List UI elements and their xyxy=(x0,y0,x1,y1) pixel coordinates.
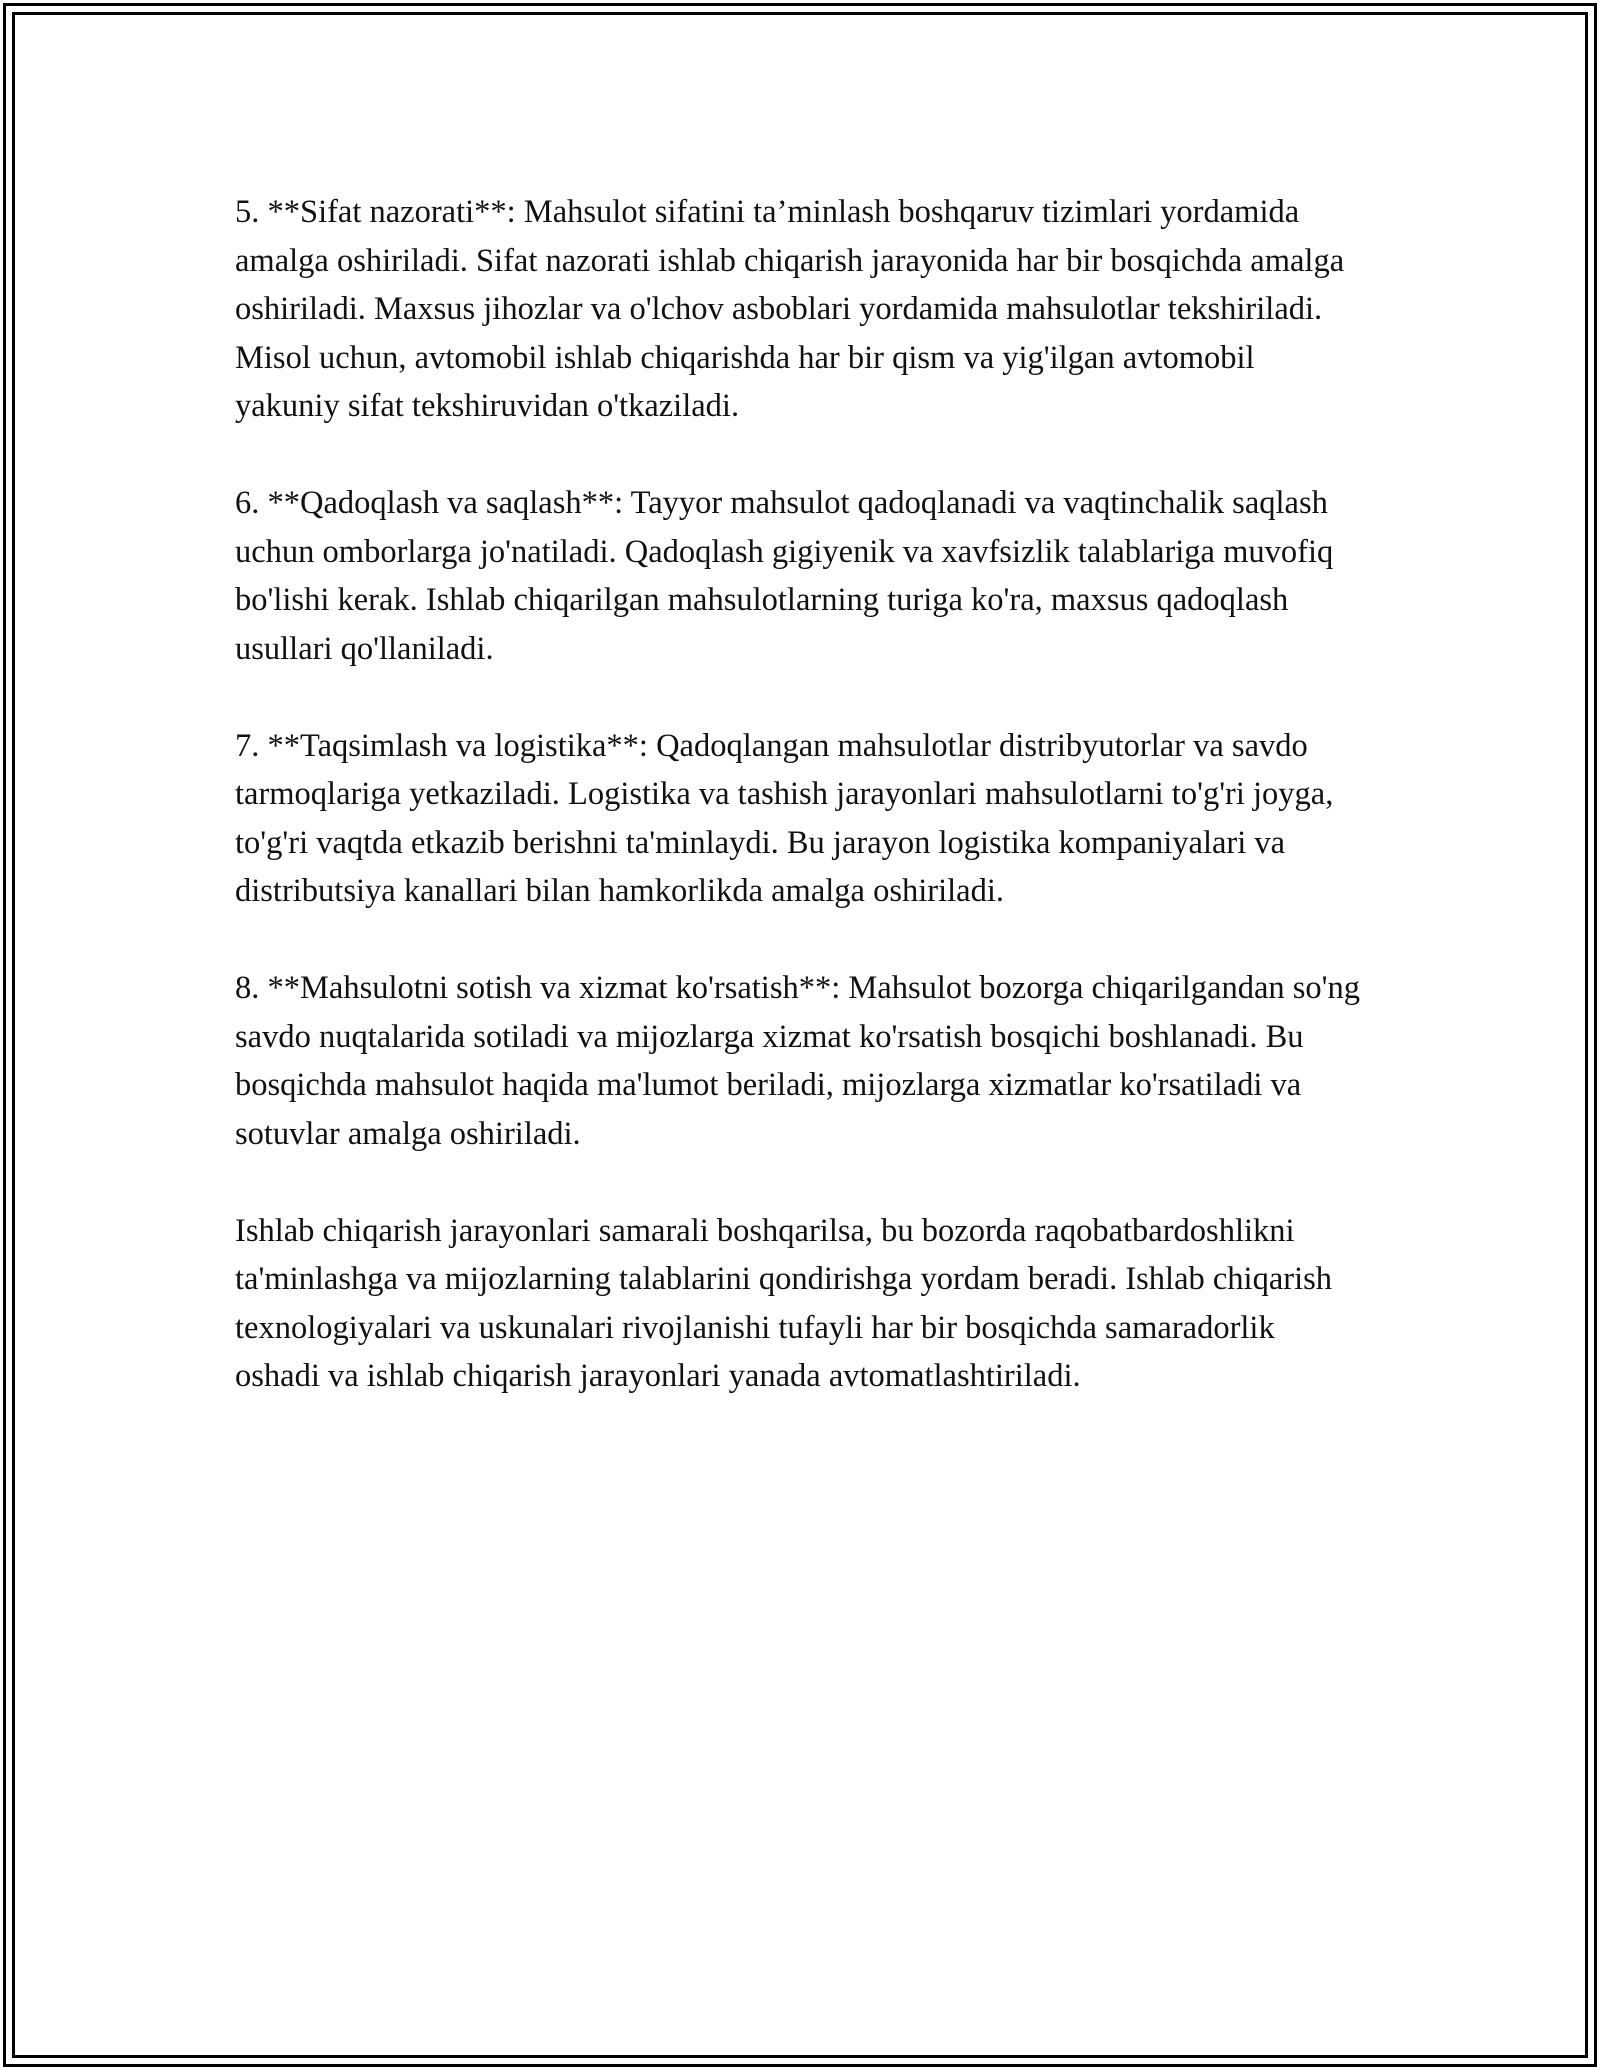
paragraph-conclusion: Ishlab chiqarish jarayonlari samarali boshqarilsa, bu bozorda raqobatbardoshlikni ta'minlashga va mijozlarning talablarini qondirishga yordam beradi. Ishlab chiqarish texnologiyalari va uskunalari rivojlanishi tufayli har bir bosqichda samaradorlik oshadi va ishlab chiqarish jarayonlari yanada avtomatlashtiriladi. xyxy=(235,1212,1333,1394)
paragraph-quality-control: 5. **Sifat nazorati**: Mahsulot sifatini ta’minlash boshqaruv tizimlari yordamida amalga oshiriladi. Sifat nazorati ishlab chiqarish jarayonida har bir bosqichda amalga oshiriladi. Maxsus jihozlar va o'lchov asboblari yordamida mahsulotlar tekshiriladi. Misol uchun, avtomobil ishlab chiqarishda har bir qism va yig'ilgan avtomobil yakuniy sifat tekshiruvidan o'tkaziladi. xyxy=(235,194,1345,424)
paragraph-packaging-storage: 6. **Qadoqlash va saqlash**: Tayyor mahsulot qadoqlanadi va vaqtinchalik saqlash uchun omborlarga jo'natiladi. Qadoqlash gigiyenik va xavfsizlik talablariga muvofiq bo'lishi kerak. Ishlab chiqarilgan mahsulotlarning turiga ko'ra, maxsus qadoqlash usullari qo'llaniladi. xyxy=(235,485,1334,667)
document-body xyxy=(235,188,1365,1449)
paragraph-sales-service: 8. **Mahsulotni sotish va xizmat ko'rsatish**: Mahsulot bozorga chiqarilgandan so'ng savdo nuqtalarida sotiladi va mijozlarga xizmat ko'rsatish bosqichi boshlanadi. Bu bosqichda mahsulot haqida ma'lumot beriladi, mijozlarga xizmatlar ko'rsatiladi va sotuvlar amalga oshiriladi. xyxy=(235,970,1360,1152)
paragraph-distribution-logistics: 7. **Taqsimlash va logistika**: Qadoqlangan mahsulotlar distribyutorlar va savdo tarmoqlariga yetkaziladi. Logistika va tashish jarayonlari mahsulotlarni to'g'ri joyga, to'g'ri vaqtda etkazib berishni ta'minlaydi. Bu jarayon logistika kompaniyalari va distributsiya kanallari bilan hamkorlikda amalga oshiriladi. xyxy=(235,727,1334,909)
